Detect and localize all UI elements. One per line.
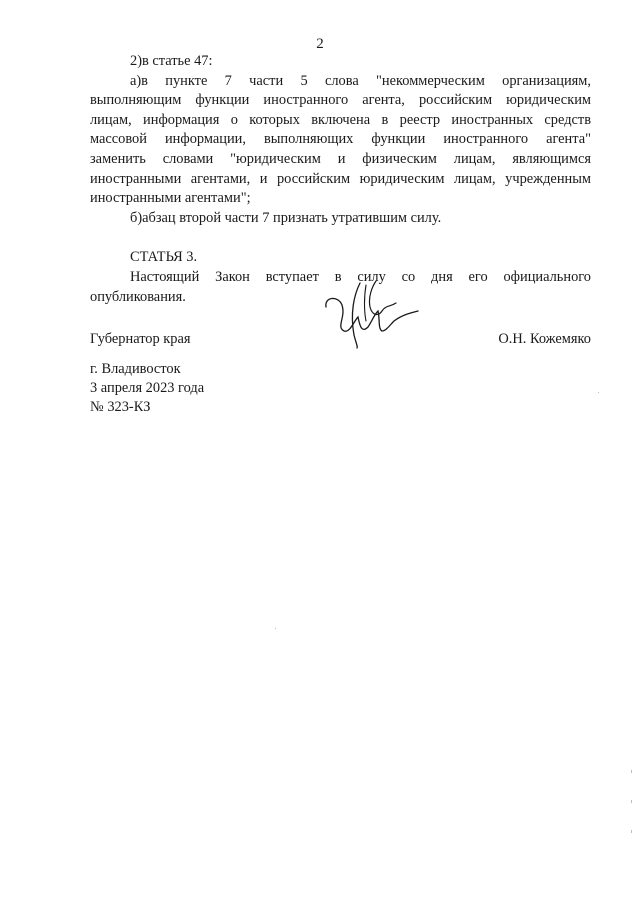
signatory-position: Губернатор края (90, 331, 191, 347)
item-a-line: массовой информации, выполняющих функции иностранного агента" (90, 131, 591, 148)
scan-speck (631, 800, 632, 803)
law-number: № 323-КЗ (90, 399, 151, 415)
item-a-line: выполняющим функции иностранного агента, российским юридическим (90, 92, 591, 109)
item-a-line: иностранными агентами"; (90, 190, 251, 207)
item-a-line: иностранными агентами, и российским юридическим лицам, учрежденным (90, 170, 591, 187)
date: 3 апреля 2023 года (90, 380, 205, 396)
item-a-line: заменить словами "юридическим и физическим лицам, являющимся (90, 150, 591, 167)
item-a-line: лицам, информация о которых включена в реестр иностранных средств (90, 111, 591, 128)
scan-speck (598, 392, 599, 393)
scan-speck (275, 628, 276, 629)
item-b-paragraph: б)абзац второй части 7 признать утратившим силу. (130, 209, 442, 226)
item-a-paragraph (90, 72, 591, 209)
article-title: СТАТЬЯ 3. (130, 249, 198, 266)
item-a-line: а)в пункте 7 части 5 слова "некоммерческим организациям, (130, 72, 591, 89)
place: г. Владивосток (90, 361, 181, 377)
article-line: Настоящий Закон вступает в силу со дня его официального (130, 268, 591, 285)
page-number: 2 (316, 36, 324, 52)
place-date-block (90, 360, 204, 417)
document-body (90, 52, 591, 307)
scan-speck (631, 830, 632, 833)
signatory-name: О.Н. Кожемяко (498, 331, 591, 347)
item-2-heading: 2)в статье 47: (130, 53, 213, 69)
scan-speck (631, 770, 632, 773)
handwritten-signature (320, 277, 420, 349)
article-line: опубликования. (90, 288, 186, 305)
